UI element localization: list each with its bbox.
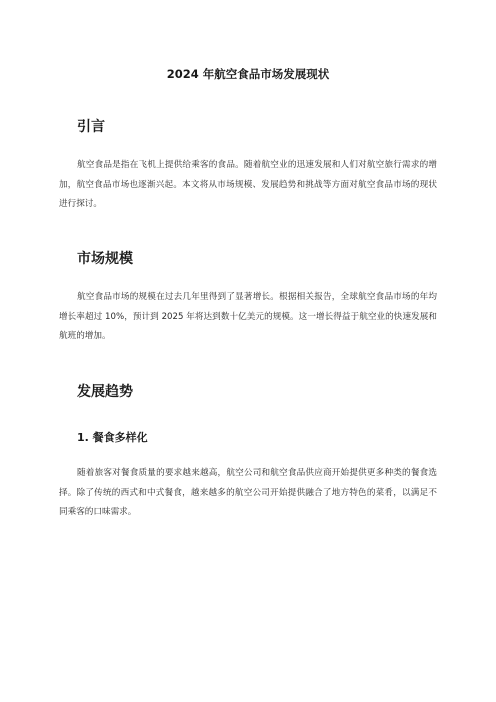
subsection-paragraph-diversified-meals: 随着旅客对餐食质量的要求越来越高，航空公司和航空食品供应商开始提供更多种类的餐食选择。除了传统的西式和中式餐食，越来越多的航空公司开始提供融合了地方特色的菜肴，以满足不同乘客的口味需求。 [59,468,437,517]
document-title: 2024 年航空食品市场发展现状 [166,67,330,81]
section-paragraph-introduction: 航空食品是指在飞机上提供给乘客的食品。随着航空业的迅速发展和人们对航空旅行需求的增加，航空食品市场也逐渐兴起。本文将从市场规模、发展趋势和挑战等方面对航空食品市场的现状进行探讨。 [59,160,437,209]
section-paragraph-market-size: 航空食品市场的规模在过去几年里得到了显著增长。根据相关报告，全球航空食品市场的年均增长率超过 10%，预计到 2025 年将达到数十亿美元的规模。这一增长得益于航空业的快速发展和航班的增加。 [59,292,437,341]
section-heading-trends: 发展趋势 [77,384,133,400]
section-heading-introduction: 引言 [77,119,105,135]
section-heading-market-size: 市场规模 [77,251,133,267]
subsection-heading-diversified-meals: 1. 餐食多样化 [77,431,148,444]
